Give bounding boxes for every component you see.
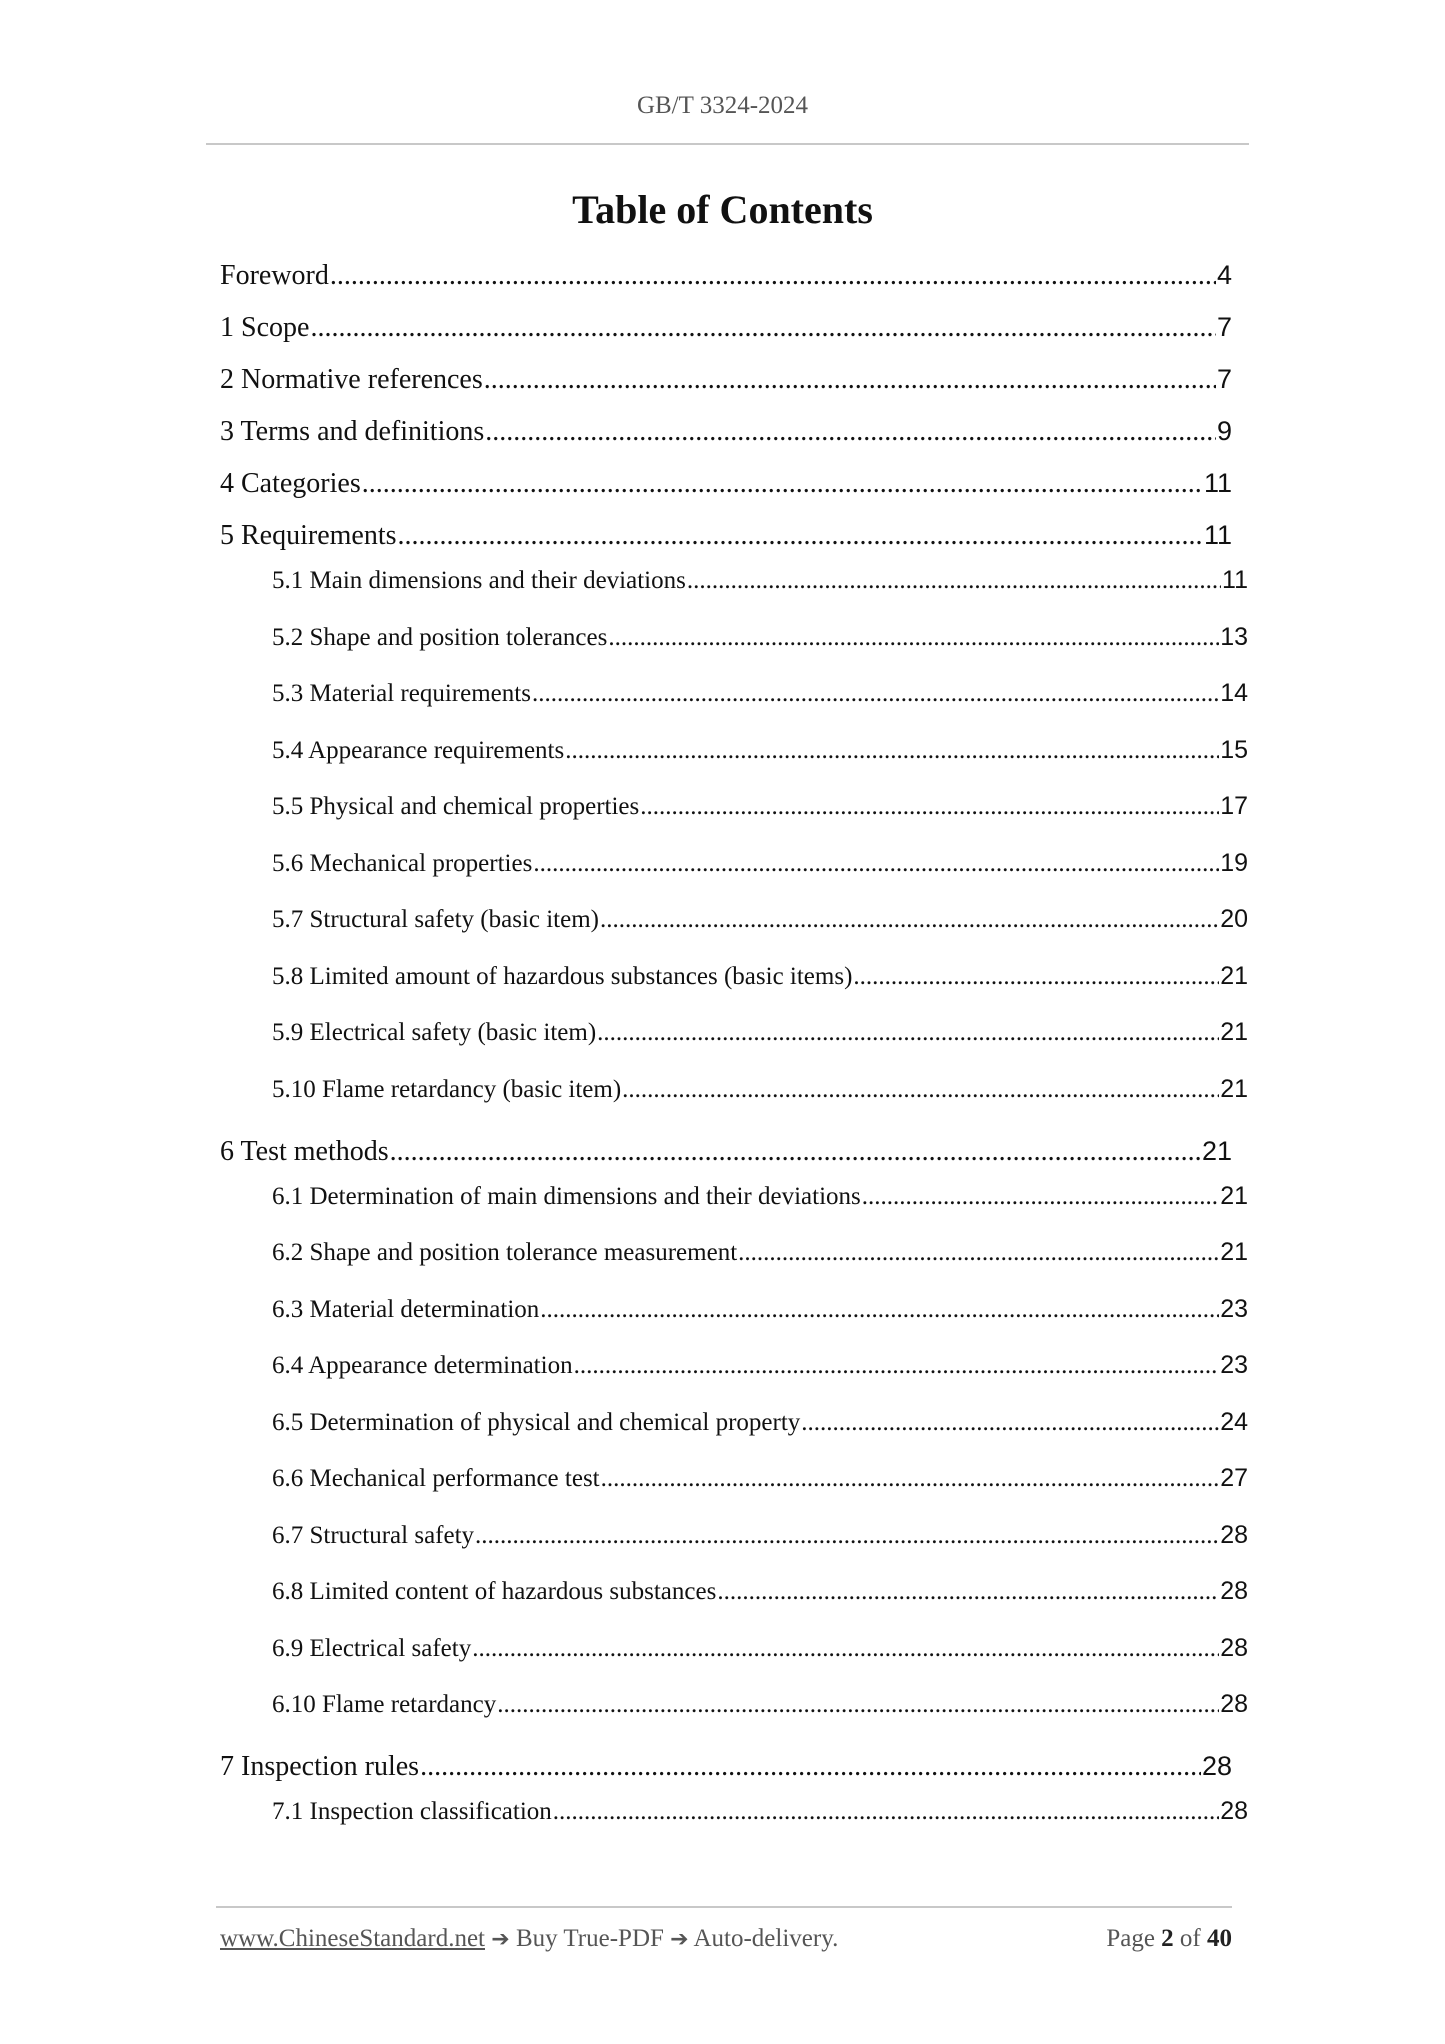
toc-subentry[interactable] xyxy=(220,566,1248,595)
dot-leader xyxy=(640,793,1219,821)
dot-leader xyxy=(862,1183,1219,1211)
toc-entry-label: 6.7 Structural safety xyxy=(272,1521,475,1549)
dot-leader xyxy=(574,1352,1220,1380)
dot-leader xyxy=(398,520,1203,552)
footer xyxy=(220,1925,1232,1953)
toc-subentry[interactable] xyxy=(220,736,1248,765)
toc-subentry[interactable] xyxy=(220,623,1248,652)
toc-subentry[interactable] xyxy=(220,962,1248,991)
arrow-right-icon: ➔ xyxy=(670,1927,689,1952)
toc-entry-page: 15 xyxy=(1220,735,1248,764)
toc-subentry[interactable] xyxy=(220,1295,1248,1324)
toc-subentry[interactable] xyxy=(220,1690,1248,1719)
footer-rule xyxy=(216,1906,1232,1908)
toc-entry-label: 5.5 Physical and chemical properties xyxy=(272,793,640,820)
toc-entry-label: 6.1 Determination of main dimensions and their deviations xyxy=(272,1182,861,1210)
dot-leader xyxy=(533,850,1219,878)
toc-entry-label: 5.10 Flame retardancy (basic item) xyxy=(272,1075,622,1103)
toc-entry-page: 13 xyxy=(1220,622,1248,651)
toc-entry-page: 4 xyxy=(1216,260,1232,290)
toc-entry-page: 21 xyxy=(1201,1135,1232,1166)
toc-entry-label: 6.4 Appearance determination xyxy=(272,1352,573,1379)
toc-entry[interactable] xyxy=(220,260,1232,292)
toc-entry-page: 11 xyxy=(1222,566,1248,594)
toc-entry-page: 17 xyxy=(1220,792,1248,820)
dot-leader xyxy=(608,624,1219,652)
toc-entry-label: 6.2 Shape and position tolerance measurement xyxy=(272,1239,738,1266)
toc-entry-label: 6.6 Mechanical performance test xyxy=(272,1465,600,1492)
footer-promo xyxy=(220,1925,838,1953)
page-word: Page xyxy=(1106,1925,1155,1952)
toc-entry-page: 21 xyxy=(1220,961,1248,990)
toc-entry-label: 1 Scope xyxy=(220,312,310,343)
dot-leader xyxy=(420,1751,1201,1783)
dot-leader xyxy=(497,1691,1219,1719)
toc-entry-label: 7.1 Inspection classification xyxy=(272,1798,552,1825)
dot-leader xyxy=(484,364,1216,396)
dot-leader xyxy=(475,1522,1219,1550)
site-link[interactable]: www.ChineseStandard.net xyxy=(220,1925,485,1952)
toc-entry-label: 5.9 Electrical safety (basic item) xyxy=(272,1019,597,1046)
toc-entry-page: 24 xyxy=(1220,1407,1248,1436)
toc-entry-label: 5.7 Structural safety (basic item) xyxy=(272,906,599,933)
arrow-right-icon: ➔ xyxy=(491,1927,510,1952)
dot-leader xyxy=(601,1465,1220,1493)
toc-subentry[interactable] xyxy=(220,1182,1248,1211)
toc-entry-label: 6.8 Limited content of hazardous substances xyxy=(272,1578,717,1605)
toc-entry-label: 3 Terms and definitions xyxy=(220,416,485,447)
dot-leader xyxy=(853,963,1219,991)
dot-leader xyxy=(717,1578,1219,1606)
toc-subentry[interactable] xyxy=(220,1238,1248,1267)
toc-entry-label: 6 Test methods xyxy=(220,1135,389,1167)
toc-subentry[interactable] xyxy=(220,1634,1248,1663)
toc-entry-label: 5.2 Shape and position tolerances xyxy=(272,623,608,651)
dot-leader xyxy=(738,1239,1219,1267)
toc-entry-page: 20 xyxy=(1220,905,1248,933)
toc-entry-page: 19 xyxy=(1220,848,1248,877)
dot-leader xyxy=(310,312,1216,344)
dot-leader xyxy=(485,416,1216,448)
toc-entry-page: 21 xyxy=(1220,1074,1248,1103)
toc-entry-page: 28 xyxy=(1220,1690,1248,1718)
toc-entry[interactable] xyxy=(220,312,1232,344)
toc-subentry[interactable] xyxy=(220,1018,1248,1047)
toc-entry[interactable] xyxy=(220,468,1232,500)
toc-entry-page: 28 xyxy=(1201,1751,1232,1781)
of-word: of xyxy=(1179,1925,1201,1952)
dot-leader xyxy=(390,1136,1201,1168)
toc-entry-label: 5.3 Material requirements xyxy=(272,680,531,707)
toc-entry-label: 7 Inspection rules xyxy=(220,1751,420,1782)
toc-subentry[interactable] xyxy=(220,1797,1248,1826)
dot-leader xyxy=(472,1635,1219,1663)
header-doc-code: GB/T 3324-2024 xyxy=(636,92,809,119)
toc-entry-label: 5.4 Appearance requirements xyxy=(272,736,565,764)
toc-entry-page: 28 xyxy=(1220,1520,1248,1549)
toc-entry[interactable] xyxy=(220,1751,1232,1783)
toc-entry-page: 21 xyxy=(1220,1181,1248,1210)
toc-entry-page: 28 xyxy=(1220,1577,1248,1605)
toc-entry-label: 5 Requirements xyxy=(220,520,397,551)
toc-title: Table of Contents xyxy=(572,187,873,232)
toc-subentry[interactable] xyxy=(220,1521,1248,1550)
toc-subentry[interactable] xyxy=(220,792,1248,821)
toc-entry[interactable] xyxy=(220,416,1232,448)
toc-entry-page: 27 xyxy=(1220,1464,1248,1492)
toc-entry-label: 5.1 Main dimensions and their deviations xyxy=(272,567,686,594)
toc-entry-label: 4 Categories xyxy=(220,468,361,499)
toc-entry-page: 21 xyxy=(1220,1238,1248,1266)
toc-entry[interactable] xyxy=(220,520,1232,552)
current-page: 2 xyxy=(1161,1925,1174,1952)
page-indicator xyxy=(1106,1925,1232,1953)
dot-leader xyxy=(553,1798,1219,1826)
dot-leader xyxy=(532,680,1219,708)
toc-entry[interactable] xyxy=(220,364,1232,396)
toc-entry-label: 5.8 Limited amount of hazardous substances (basic items) xyxy=(272,962,853,990)
toc-entry-page: 14 xyxy=(1220,679,1248,707)
dot-leader xyxy=(622,1076,1219,1104)
buy-text: Buy True-PDF xyxy=(515,1925,664,1952)
dot-leader xyxy=(801,1409,1219,1437)
dot-leader xyxy=(687,567,1221,595)
toc-entry-label: 6.10 Flame retardancy xyxy=(272,1691,497,1718)
toc-subentry[interactable] xyxy=(220,1577,1248,1606)
toc-subentry[interactable] xyxy=(220,905,1248,934)
toc-entry-label: 6.5 Determination of physical and chemical property xyxy=(272,1408,801,1436)
delivery-text: Auto-delivery. xyxy=(693,1925,839,1952)
toc-entry[interactable] xyxy=(220,1136,1232,1168)
toc-subentry[interactable] xyxy=(220,1464,1248,1493)
toc-subentry[interactable] xyxy=(220,679,1248,708)
toc-entry-label: Foreword xyxy=(220,260,329,291)
toc-entry-page: 23 xyxy=(1220,1351,1248,1379)
toc-entry-page: 28 xyxy=(1220,1633,1248,1662)
total-pages: 40 xyxy=(1207,1925,1232,1952)
dot-leader xyxy=(330,260,1216,292)
toc-entry-label: 6.9 Electrical safety xyxy=(272,1634,472,1662)
toc-entry-page: 23 xyxy=(1220,1294,1248,1323)
dot-leader xyxy=(597,1019,1219,1047)
dot-leader xyxy=(540,1296,1219,1324)
toc-subentry[interactable] xyxy=(220,849,1248,878)
toc-subentry[interactable] xyxy=(220,1351,1248,1380)
toc-subentry[interactable] xyxy=(220,1075,1248,1104)
dot-leader xyxy=(362,468,1203,500)
toc-entry-page: 7 xyxy=(1216,364,1232,394)
toc-entry-label: 6.3 Material determination xyxy=(272,1295,540,1323)
toc-subentry[interactable] xyxy=(220,1408,1248,1437)
toc-entry-page: 7 xyxy=(1216,312,1232,342)
toc-entry-label: 2 Normative references xyxy=(220,364,483,395)
toc-entry-page: 11 xyxy=(1203,468,1232,498)
toc-entry-page: 28 xyxy=(1220,1797,1248,1825)
toc-entry-label: 5.6 Mechanical properties xyxy=(272,849,533,877)
header-rule xyxy=(206,143,1249,145)
toc-entry-page: 9 xyxy=(1216,416,1232,446)
toc-entry-page: 21 xyxy=(1220,1018,1248,1046)
toc-entry-page: 11 xyxy=(1203,520,1232,550)
dot-leader xyxy=(565,737,1219,765)
dot-leader xyxy=(600,906,1219,934)
